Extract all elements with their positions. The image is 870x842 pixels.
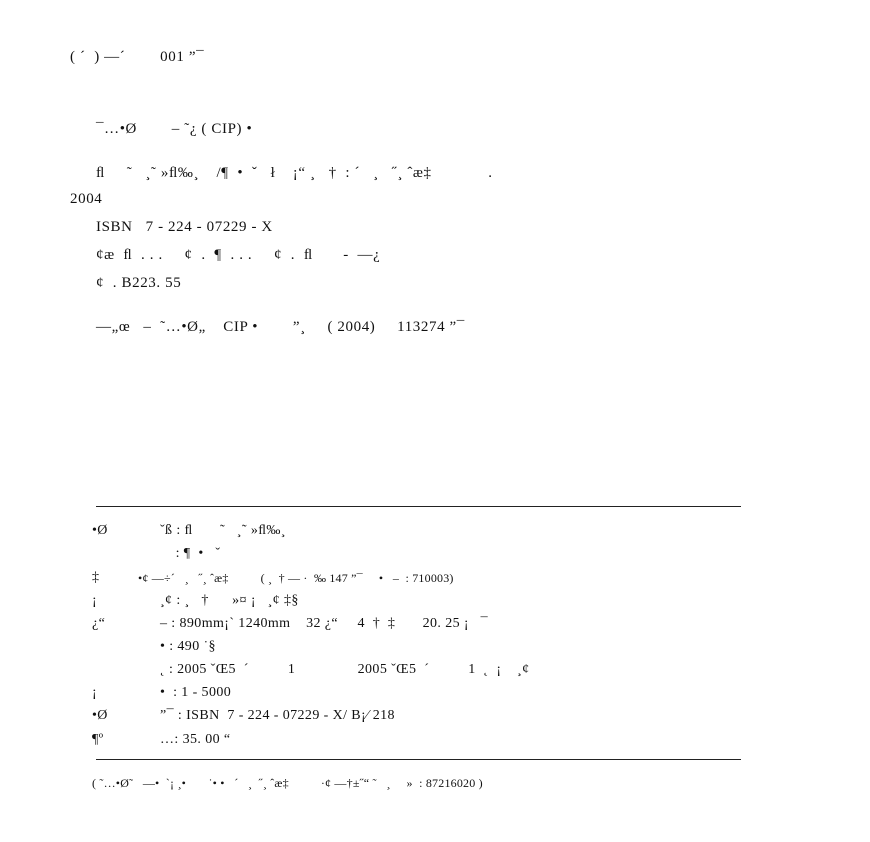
colophon-footer-note: ( ˜…•Ø˜ —• `¡ ¸• ˙• • ´ ¸ ˝¸ ˆæ‡ ·¢ —†±˝“ ˜ ¸ » : 87216020 ) bbox=[92, 776, 483, 790]
colophon-row-text: : ¶ • ˇ bbox=[160, 546, 221, 561]
colophon-row-label: ¿“ bbox=[92, 616, 106, 631]
colophon-row-text: …: 35. 00 “ bbox=[160, 732, 231, 747]
cip-title: ¯…•Ø – ˜¿ ( CIP) • bbox=[96, 121, 253, 137]
colophon-row-text: ¸¢ : ¸ † »¤ ¡ ¸¢ ‡§ bbox=[160, 593, 299, 608]
cip-classification-1: ¢æ ﬂ . . . ¢ . ¶ . . . ¢ . ﬂ - —¿ bbox=[96, 247, 381, 263]
colophon-row-label: ¡ bbox=[92, 593, 98, 608]
colophon-row-text: ˇß : ﬂ ˜ ¸˜ »ﬂ‰¸ bbox=[160, 523, 286, 538]
cip-classification-2: ¢ . B223. 55 bbox=[96, 275, 182, 291]
colophon-row-text: •¢ —÷´ ¸ ˝¸ ˆæ‡ ( ¸ † — · ‰ 147 ”¯ • – : 710003) bbox=[138, 571, 454, 585]
colophon-top-rule bbox=[96, 506, 741, 507]
cip-line-1: ﬂ ˜ ¸˜ »ﬂ‰¸ /¶ • ˇ ł ¡“ ¸ † : ´ ¸ ˝¸ ˆæ‡ . bbox=[96, 165, 493, 181]
colophon-row-label: •Ø bbox=[92, 708, 108, 723]
colophon-row-label: •Ø bbox=[92, 523, 108, 538]
colophon-row-text: • : 490 ˙§ bbox=[160, 639, 216, 654]
colophon-row-text: • : 1 - 5000 bbox=[160, 685, 232, 700]
colophon-row-label: ‡ bbox=[92, 570, 100, 585]
colophon-bottom-rule bbox=[96, 759, 741, 760]
header-line: ( ´ ) —´ 001 ”¯ bbox=[70, 49, 205, 65]
colophon-row-text: – : 890mm¡` 1240mm 32 ¿“ 4 † ‡ 20. 25 ¡ ¯ bbox=[160, 616, 489, 631]
colophon-row-label: ¡ bbox=[92, 685, 98, 700]
colophon-row-text: ˛ : 2005 ˇŒ5 ´ 1 2005 ˇŒ5 ´ 1 ˛ ¡ ¸¢ bbox=[160, 662, 530, 677]
cip-isbn: ISBN 7 - 224 - 07229 - X bbox=[96, 219, 273, 235]
colophon-row-label: ¶º bbox=[92, 732, 104, 747]
cip-record-number: —„œ – ˜…•Ø„ CIP • ”¸ ( 2004) 113274 ”¯ bbox=[96, 319, 465, 335]
cip-year: 2004 bbox=[70, 191, 103, 207]
colophon-row-text: ”¯ : ISBN 7 - 224 - 07229 - X/ B¡⁄ 218 bbox=[160, 708, 395, 723]
